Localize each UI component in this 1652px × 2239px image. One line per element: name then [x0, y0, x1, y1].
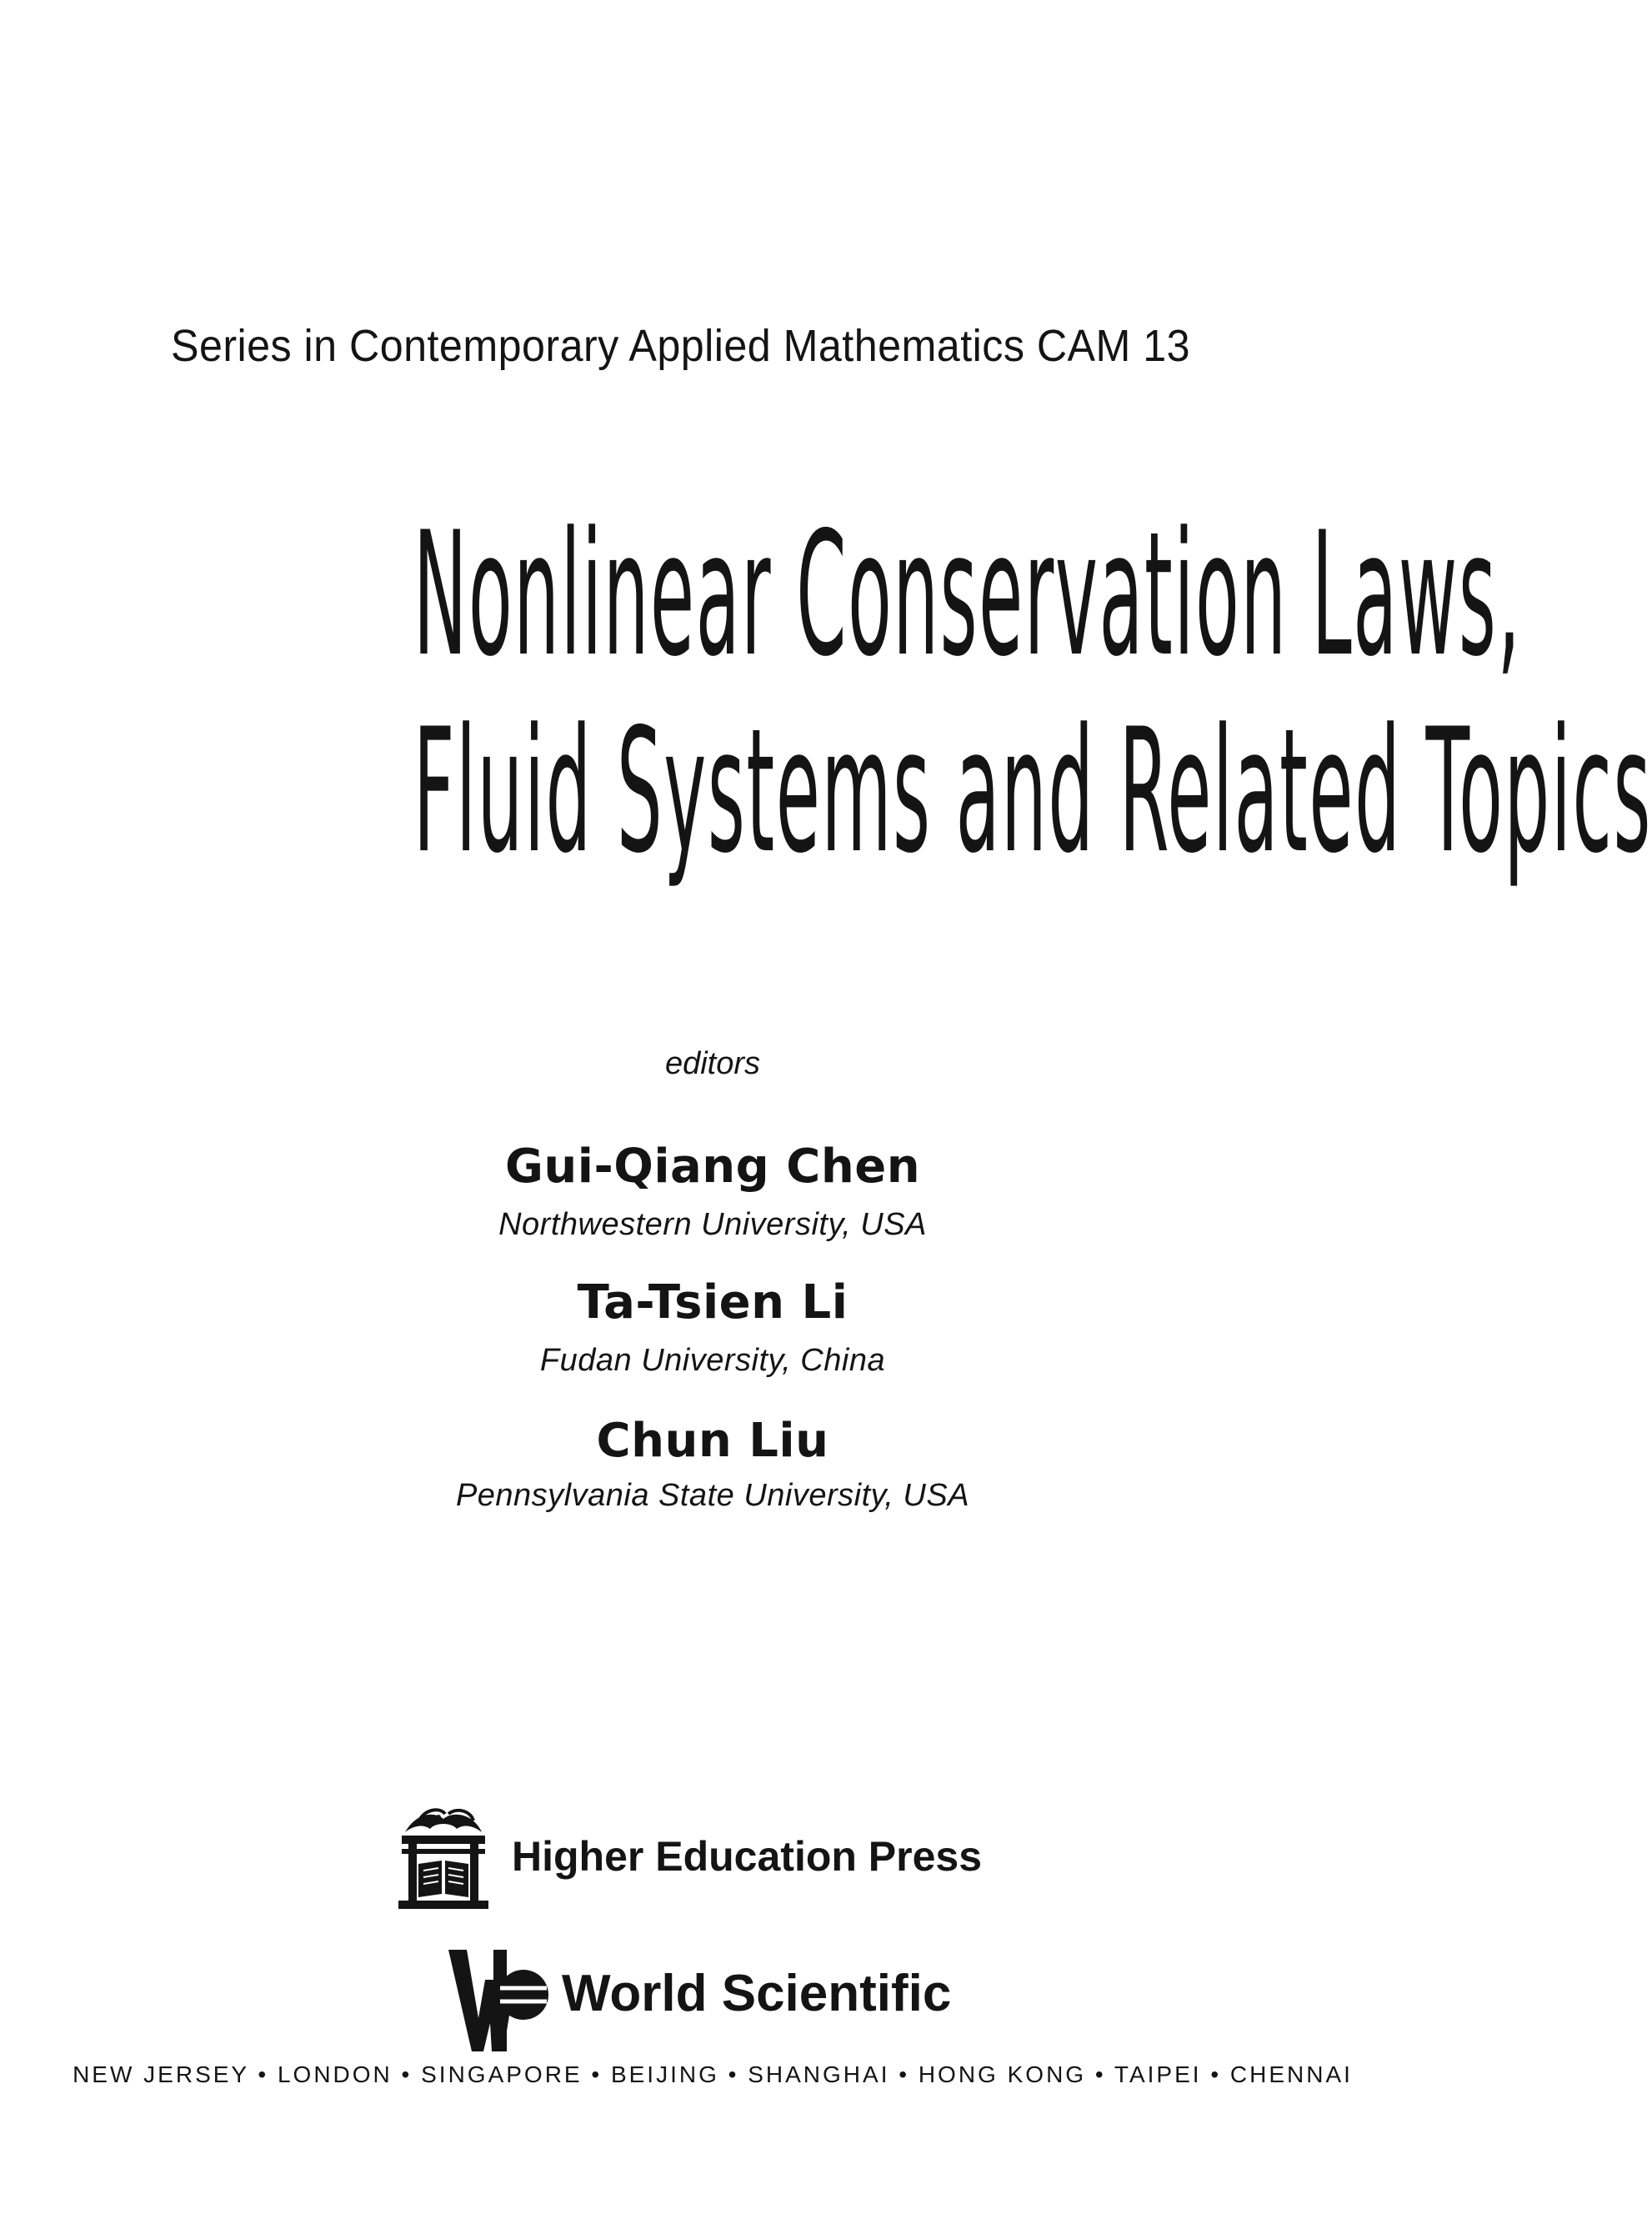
editor-affiliation: Pennsylvania State University, USA [455, 1478, 970, 1513]
editor-name: Gui-Qiang Chen [504, 1140, 921, 1194]
editor-name: Ta-Tsien Li [577, 1275, 849, 1330]
editor-name: Chun Liu [596, 1414, 829, 1468]
editors-label: editors [664, 1046, 761, 1081]
publisher-name-ws: World Scientific [562, 1965, 952, 2022]
book-title-line-1: Nonlinear Conservation Laws, [413, 496, 1522, 694]
book-title-line-2: Fluid Systems and Related Topics [413, 693, 1652, 891]
editor-affiliation: Fudan University, China [539, 1343, 886, 1378]
editor-affiliation: Northwestern University, USA [498, 1207, 927, 1242]
higher-education-press-logo-icon [390, 1807, 497, 1911]
publisher-name-hep: Higher Education Press [512, 1833, 983, 1880]
world-scientific-logo-icon [447, 1946, 550, 2055]
publisher-cities: NEW JERSEY • LONDON • SINGAPORE • BEIJING • SHANGHAI • HONG KONG • TAIPEI • CHENNAI [73, 2061, 1353, 2087]
series-title: Series in Contemporary Applied Mathematics CAM 13 [171, 321, 1191, 371]
